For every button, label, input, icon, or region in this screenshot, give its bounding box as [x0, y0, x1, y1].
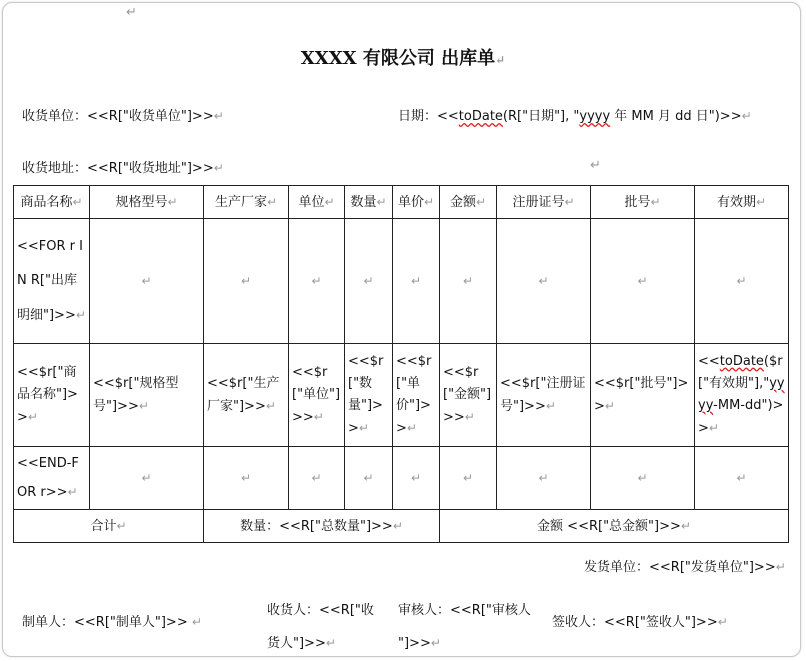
price-cell: <<$r["单价"]>>↵ — [393, 344, 440, 447]
empty-cell: ↵ — [345, 447, 393, 510]
document-title — [0, 44, 806, 70]
header-cell: 单位↵ — [289, 186, 345, 219]
maker-line — [22, 611, 202, 630]
receiver-person-line1: 收货人：<<R["收 — [267, 603, 374, 618]
maker-field: 制单人：<<R["制单人"]>> — [22, 615, 188, 630]
end-loop-row — [14, 447, 789, 510]
sender-unit-field: 发货单位：<<R["发货单位"]>> — [584, 560, 776, 575]
date-line — [398, 105, 752, 124]
empty-cell: ↵ — [440, 447, 497, 510]
receiver-address-line — [22, 157, 224, 176]
expiry-cell: <<toDate($r["有效期"],"yyyy-MM-dd")>>↵ — [695, 344, 789, 447]
total-quantity-cell: 数量：<<R["总数量"]>>↵ — [204, 510, 440, 543]
date-prefix: 日期：<< — [398, 109, 459, 124]
paragraph-mark: ↵ — [213, 109, 224, 123]
header-cell: 数量↵ — [345, 186, 393, 219]
header-cell: 有效期↵ — [695, 186, 789, 219]
unit-cell: <<$r["单位"]>>↵ — [289, 344, 345, 447]
auditor-line2: "]>> — [398, 636, 431, 651]
spec-cell: <<$r["规格型号"]>>↵ — [90, 344, 204, 447]
empty-cell: ↵ — [204, 447, 289, 510]
date-function: toDate — [458, 109, 503, 124]
paragraph-mark: ↵ — [717, 615, 728, 629]
header-cell: 金额↵ — [440, 186, 497, 219]
table-row — [14, 344, 789, 447]
amount-cell: <<$r["金额"]>>↵ — [440, 344, 497, 447]
product-name-cell: <<$r["商品名称"]>>↵ — [14, 344, 90, 447]
header-cell: 商品名称↵ — [14, 186, 90, 219]
empty-cell: ↵ — [591, 447, 695, 510]
empty-cell: ↵ — [90, 447, 204, 510]
empty-cell: ↵ — [345, 219, 393, 344]
signer-line — [552, 611, 728, 630]
total-row — [14, 510, 789, 543]
title-text: XXXX 有限公司 出库单 — [300, 48, 496, 69]
receiver-unit-field: 收货单位：<<R["收货单位"]>> — [22, 109, 214, 124]
paragraph-mark: ↵ — [213, 161, 224, 175]
receiver-unit-line — [22, 105, 224, 124]
for-loop-row — [14, 219, 789, 344]
empty-cell: ↵ — [289, 219, 345, 344]
quantity-cell: <<$r["数量"]>>↵ — [345, 344, 393, 447]
receiver-address-field: 收货地址：<<R["收货地址"]>> — [22, 161, 214, 176]
date-format-rest: 年 MM 月 dd 日")>> — [610, 109, 742, 124]
paragraph-mark: ↵ — [590, 158, 601, 173]
header-cell: 规格型号↵ — [90, 186, 204, 219]
total-amount-cell: 金额 <<R["总金额"]>>↵ — [440, 510, 789, 543]
outbound-table — [13, 185, 789, 543]
paragraph-mark: ↵ — [325, 636, 336, 650]
signer-field: 签收人：<<R["签收人"]>> — [552, 615, 718, 630]
paragraph-mark: ↵ — [775, 560, 786, 574]
for-loop-cell: <<FOR r IN R["出库明细"]>>↵ — [14, 219, 90, 344]
paragraph-mark: ↵ — [430, 636, 441, 650]
empty-cell: ↵ — [695, 447, 789, 510]
empty-cell: ↵ — [497, 447, 591, 510]
auditor-block — [398, 595, 531, 660]
sender-unit-line — [584, 556, 786, 575]
empty-cell: ↵ — [440, 219, 497, 344]
date-argument: (R["日期"], " — [502, 109, 580, 124]
end-loop-cell: <<END-FOR r>>↵ — [14, 447, 90, 510]
empty-cell: ↵ — [289, 447, 345, 510]
header-cell: 生产厂家↵ — [204, 186, 289, 219]
empty-cell: ↵ — [393, 447, 440, 510]
receiver-person-line2: 货人"]>> — [267, 636, 326, 651]
header-cell: 单价↵ — [393, 186, 440, 219]
paragraph-mark: ↵ — [191, 615, 202, 629]
batch-cell: <<$r["批号"]>>↵ — [591, 344, 695, 447]
total-label-cell: 合计↵ — [14, 510, 204, 543]
registration-cell: <<$r["注册证号"]>>↵ — [497, 344, 591, 447]
date-format-year: yyyy — [579, 109, 611, 124]
empty-cell: ↵ — [393, 219, 440, 344]
empty-cell: ↵ — [497, 219, 591, 344]
paragraph-mark: ↵ — [126, 5, 137, 20]
manufacturer-cell: <<$r["生产厂家"]>>↵ — [204, 344, 289, 447]
paragraph-mark: ↵ — [741, 109, 752, 123]
header-cell: 注册证号↵ — [497, 186, 591, 219]
empty-cell: ↵ — [695, 219, 789, 344]
empty-cell: ↵ — [591, 219, 695, 344]
paragraph-mark: ↵ — [495, 53, 506, 67]
empty-cell: ↵ — [90, 219, 204, 344]
empty-cell: ↵ — [204, 219, 289, 344]
auditor-line1: 审核人：<<R["审核人 — [398, 603, 531, 618]
receiver-person-block — [267, 595, 374, 660]
table-header-row — [14, 186, 789, 219]
header-cell: 批号↵ — [591, 186, 695, 219]
